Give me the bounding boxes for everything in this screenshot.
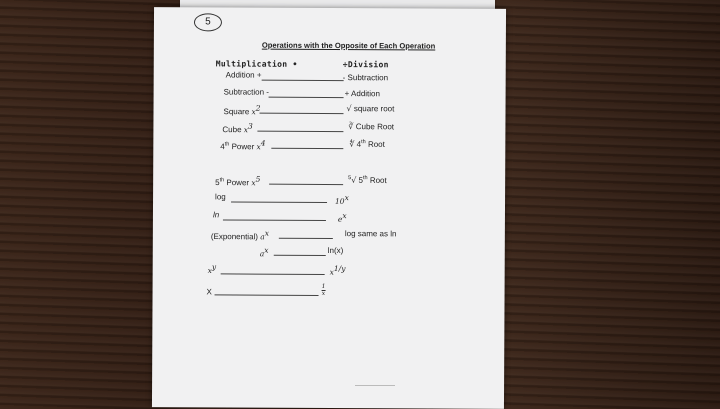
row-7-right: 10$^x$: [335, 193, 349, 206]
row-9-blank: [279, 238, 333, 239]
row-9-left: (Exponential) $a^x$: [210, 228, 269, 242]
row-5-blank: [271, 148, 343, 149]
row-2-left: Subtraction -: [223, 87, 269, 97]
row-5-right: ∜ 4th Root: [349, 139, 385, 149]
row-7-blank: [231, 201, 327, 203]
row-6-right: $^5$√ 5th Root: [348, 175, 387, 185]
row-8-blank: [223, 219, 326, 221]
row-1-right: - Subtraction: [342, 73, 389, 83]
row-8-left: ln: [212, 210, 220, 220]
row-10-right: ln(x): [327, 245, 344, 256]
circled-number-mark: 5: [194, 13, 222, 31]
row-5-left: 4th Power $x^4$: [220, 138, 266, 152]
row-8-right: $e^x$: [337, 211, 347, 224]
row-12-right: $\frac{1}{x}$: [321, 282, 326, 297]
row-3-right: √ square root: [346, 104, 395, 114]
row-4-left: Cube $x^3$: [222, 121, 253, 135]
row-4-right: ∛ Cube Root: [348, 122, 395, 132]
row-6-blank: [269, 184, 343, 185]
worksheet-title: Operations with the Opposite of Each Operation: [261, 40, 436, 51]
row-3-left: Square $x^2$: [223, 103, 261, 117]
row-6-left: 5th Power $x^5$: [215, 174, 261, 188]
row-11-left: $x^y$: [207, 262, 217, 276]
row-1-blank: [262, 80, 344, 81]
worksheet-paper: [152, 7, 506, 409]
right-column-heading: ÷Division: [342, 60, 389, 70]
row-11-right: $x^{1/y}$: [329, 264, 346, 277]
row-10-blank: [274, 255, 326, 256]
row-12-left: X: [206, 287, 212, 297]
row-10-left: $a^x$: [259, 245, 269, 259]
row-7-left: log: [215, 192, 226, 202]
row-12-blank: [215, 294, 319, 296]
row-1-left: Addition +: [225, 70, 262, 80]
corner-scribble: [355, 385, 395, 386]
row-2-right: + Addition: [344, 89, 380, 99]
row-2-blank: [269, 97, 344, 98]
row-3-blank: [259, 113, 343, 114]
row-9-right: log same as ln: [344, 229, 397, 239]
row-4-blank: [257, 131, 343, 132]
row-11-blank: [221, 273, 325, 275]
left-column-heading: Multiplication •: [215, 59, 298, 69]
